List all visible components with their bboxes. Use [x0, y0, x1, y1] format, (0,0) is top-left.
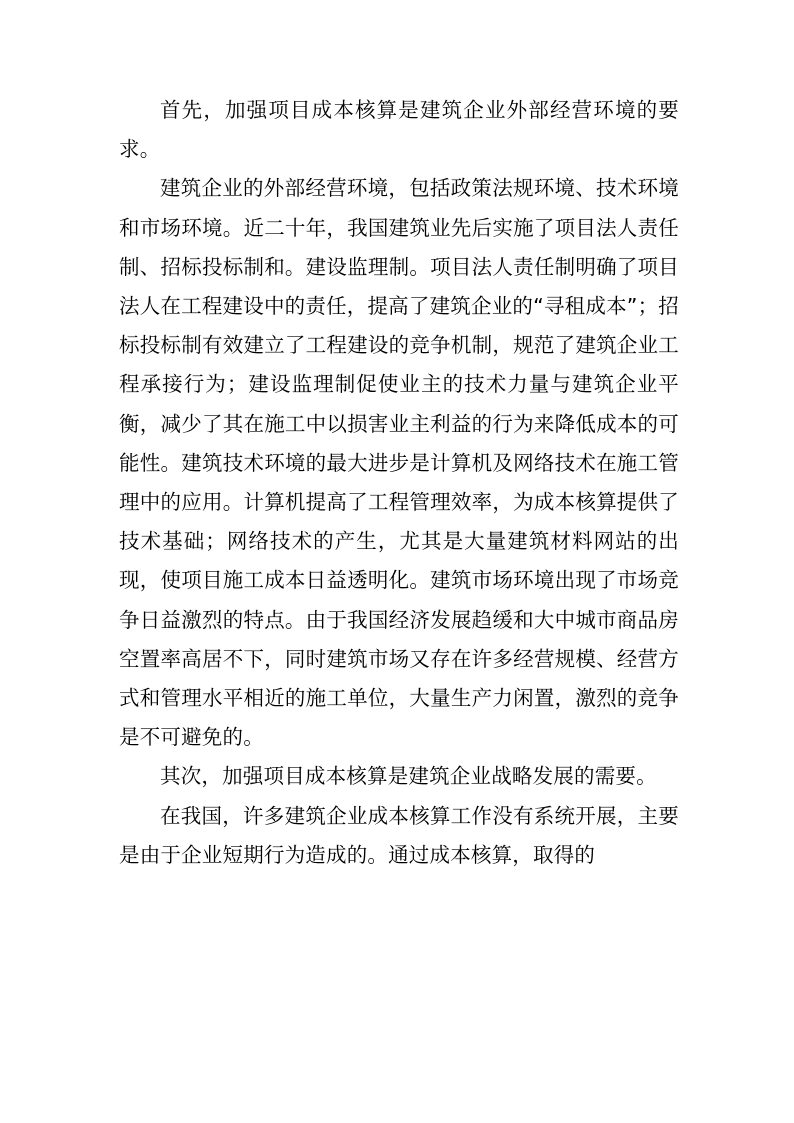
paragraph-first-reason: 首先，加强项目成本核算是建筑企业外部经营环境的要求。: [119, 98, 679, 162]
paragraph-short-term-behavior: 在我国，许多建筑企业成本核算工作没有系统开展，主要是由于企业短期行为造成的。通过成本核算，取得的: [119, 803, 679, 867]
paragraph-external-environment: 建筑企业的外部经营环境，包括政策法规环境、技术环境和市场环境。近二十年，我国建筑业先后实施了项目法人责任制、招标投标制和。建设监理制。项目法人责任制明确了项目法人在工程建设中的责任，提高了建筑企业的“寻租成本”；招标投标制有效建立了工程建设的竞争机制，规范了建筑企业工程承接行为；建设监理制促使业主的技术力量与建筑企业平衡，减少了其在施工中以损害业主利益的行为来降低成本的可能性。建筑技术环境的最大进步是计算机及网络技术在施工管理中的应用。计算机提高了工程管理效率，为成本核算提供了技术基础；网络技术的产生，尤其是大量建筑材料网站的出现，使项目施工成本日益透明化。建筑市场环境出现了市场竞争日益激烈的特点。由于我国经济发展趋缓和大中城市商品房空置率高居不下，同时建筑市场又存在许多经营规模、经营方式和管理水平相近的施工单位，大量生产力闲置，激烈的竞争是不可避免的。: [119, 176, 679, 750]
paragraph-second-reason: 其次，加强项目成本核算是建筑企业战略发展的需要。: [160, 764, 657, 789]
document-page: [119, 91, 679, 875]
